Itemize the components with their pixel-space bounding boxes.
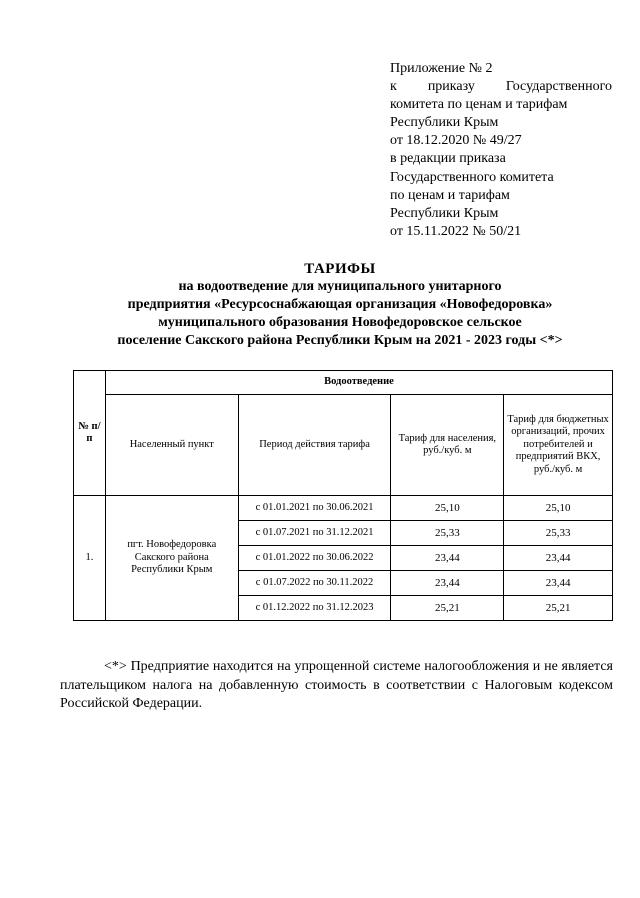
cell-budget: 25,33 (504, 521, 613, 546)
header-period: Период действия тарифа (238, 395, 391, 496)
cell-period: с 01.07.2021 по 31.12.2021 (238, 521, 391, 546)
cell-period: с 01.01.2021 по 30.06.2021 (238, 496, 391, 521)
header-budget: Тариф для бюджетных организаций, прочих потребителей и предприятий ВКХ, руб./куб. м (504, 395, 613, 496)
cell-period: с 01.01.2022 по 30.06.2022 (238, 546, 391, 571)
header-num: № п/п (74, 371, 106, 496)
header-population: Тариф для населения, руб./куб. м (391, 395, 504, 496)
appendix-line-7: Государственного комитета (390, 169, 554, 185)
footnote: <*> Предприятие находится на упрощенной системе налогообложения и не является плательщиком налога на добавленную стоимость в соответствии с Налоговым кодексом Российской Федерации. (60, 659, 613, 712)
cell-population: 25,33 (391, 521, 504, 546)
table-row (74, 496, 613, 521)
appendix-line-9: Республики Крым (390, 205, 499, 221)
appendix-word: приказу (427, 79, 475, 95)
row-number: 1. (74, 496, 106, 621)
header-locality: Населенный пункт (105, 395, 238, 496)
cell-population: 25,21 (391, 596, 504, 621)
tariff-table (73, 370, 613, 621)
cell-budget: 23,44 (504, 546, 613, 571)
cell-budget: 25,21 (504, 596, 613, 621)
appendix-line-6: в редакции приказа (390, 151, 506, 167)
title-line-2: предприятия «Ресурсоснабжающая организация «Новофедоровка» (127, 297, 553, 312)
appendix-word: Государственного (505, 79, 612, 95)
appendix-line-3: комитета по ценам и тарифам (390, 97, 568, 113)
appendix-word: к (390, 79, 397, 95)
table-group-header-row (74, 371, 613, 395)
appendix-line-8: по ценам и тарифам (390, 187, 510, 203)
appendix-line-2 (390, 78, 612, 96)
cell-budget: 25,10 (504, 496, 613, 521)
cell-population: 23,44 (391, 571, 504, 596)
title-heading: ТАРИФЫ (304, 261, 376, 277)
title-line-3: муниципального образования Новофедоровское сельское (158, 315, 522, 330)
appendix-line-10: от 15.11.2022 № 50/21 (390, 223, 522, 239)
cell-period: с 01.07.2022 по 30.11.2022 (238, 571, 391, 596)
cell-population: 25,10 (391, 496, 504, 521)
title-line-4: поселение Сакского района Республики Крым на 2021 - 2023 годы <*> (117, 333, 563, 348)
cell-budget: 23,44 (504, 571, 613, 596)
appendix-line-1: Приложение № 2 (390, 61, 493, 76)
appendix-header (390, 60, 612, 241)
cell-population: 23,44 (391, 546, 504, 571)
document-title (60, 260, 620, 350)
title-line-1: на водоотведение для муниципального унитарного (178, 279, 502, 294)
header-group: Водоотведение (105, 371, 612, 395)
appendix-line-5: от 18.12.2020 № 49/27 (390, 133, 522, 149)
appendix-line-4: Республики Крым (390, 115, 499, 131)
table-header-row (74, 395, 613, 496)
row-locality: пгт. Новофедоровка Сакского района Республики Крым (105, 496, 238, 621)
cell-period: с 01.12.2022 по 31.12.2023 (238, 596, 391, 621)
